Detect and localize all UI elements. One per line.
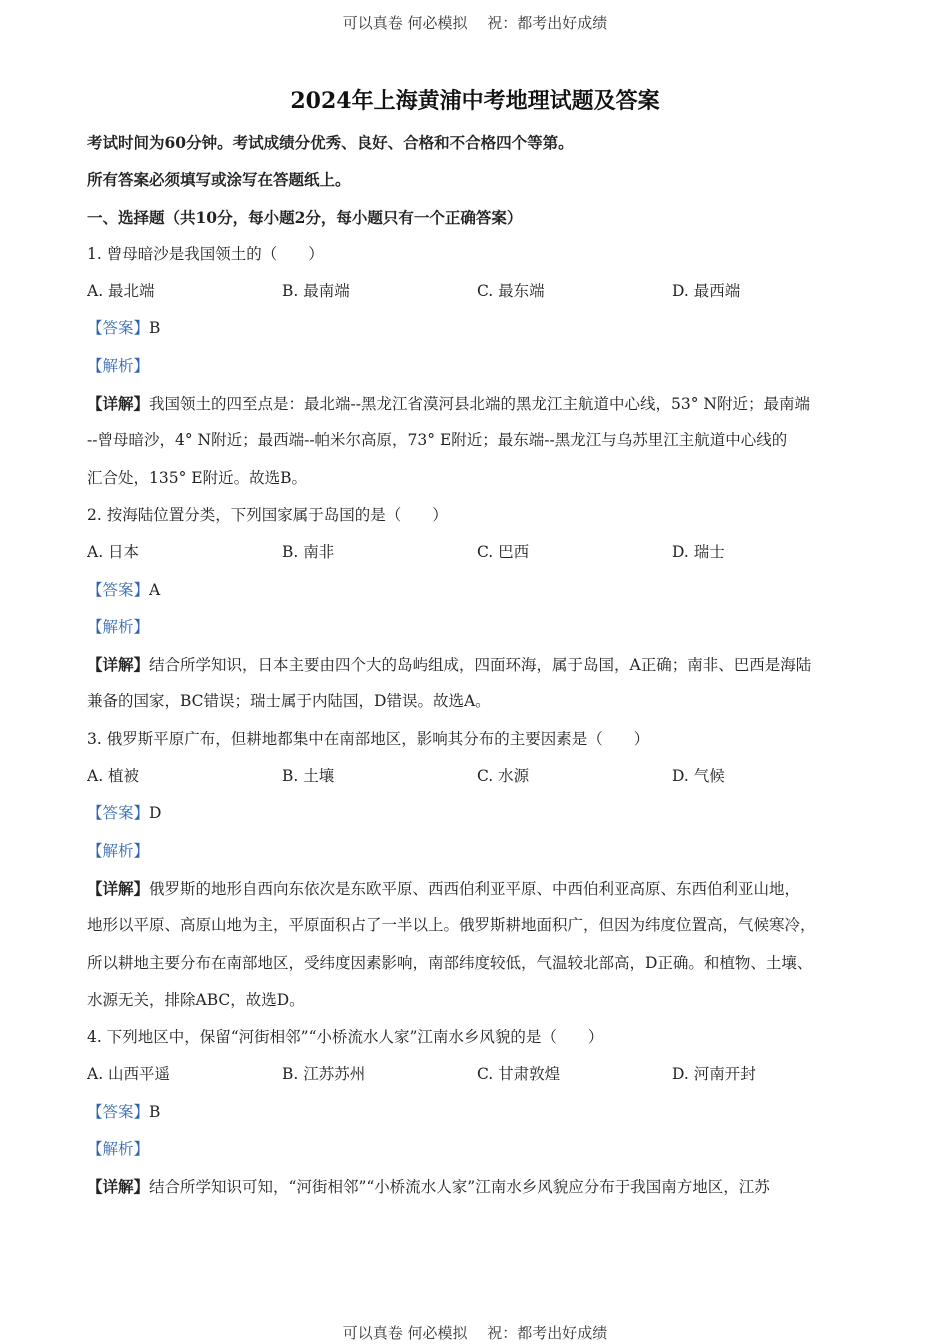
option: A. 山西平遥 [87, 1065, 171, 1084]
detail-tag: 【详解】 [87, 655, 150, 675]
option: C. 甘肃敦煌 [477, 1065, 561, 1084]
answer-line [87, 1094, 867, 1131]
document-body [87, 124, 867, 1206]
detail-line [87, 870, 867, 907]
option: D. 气候 [672, 767, 725, 786]
analysis-tag: 【解析】 [87, 841, 150, 860]
answer-tag: 【答案】 [87, 319, 150, 338]
option: D. 最西端 [672, 282, 741, 301]
detail-text: 结合所学知识可知，“河街相邻”“小桥流水人家”江南水乡风貌应分布于我国南方地区，江苏 [149, 1178, 770, 1197]
analysis-tag: 【解析】 [87, 617, 150, 636]
page-header: 可以真卷 何必模拟 祝：都考出好成绩 [342, 14, 608, 32]
detail-line [87, 646, 867, 683]
option: B. 土壤 [282, 767, 335, 786]
section-heading: 一、选择题（共10分，每小题2分，每小题只有一个正确答案） [87, 207, 523, 227]
document-title: 2024年上海黄浦中考地理试题及答案 [290, 88, 660, 114]
option: A. 最北端 [87, 282, 155, 301]
answer-value: B [149, 1102, 161, 1121]
option: B. 江苏苏州 [282, 1065, 366, 1084]
answer-tag: 【答案】 [87, 1102, 150, 1121]
detail-text: 结合所学知识，日本主要由四个大的岛屿组成，四面环海，属于岛国，A正确；南非、巴西是海陆 [149, 656, 812, 675]
option-row [87, 1056, 867, 1093]
option-row [87, 534, 867, 571]
option-row [87, 758, 867, 795]
option: D. 瑞士 [672, 543, 725, 562]
answer-value: B [149, 319, 161, 338]
detail-line: 水源无关，排除ABC，故选D。 [87, 990, 305, 1009]
detail-tag: 【详解】 [87, 394, 150, 414]
detail-line [87, 385, 867, 422]
detail-line [87, 1168, 867, 1205]
analysis-tag: 【解析】 [87, 356, 150, 375]
detail-line: --曾母暗沙，4° N附近；最西端--帕米尔高原，73° E附近；最东端--黑龙江与乌苏里江主航道中心线的 [87, 431, 788, 450]
intro-line: 考试时间为60分钟。考试成绩分优秀、良好、合格和不合格四个等第。 [87, 133, 574, 152]
question-block [87, 497, 867, 721]
detail-line: 地形以平原、高原山地为主，平原面积占了一半以上。俄罗斯耕地面积广，但因为纬度位置高，气候寒冷， [87, 916, 816, 935]
detail-text: 俄罗斯的地形自西向东依次是东欧平原、西西伯利亚平原、中西伯利亚高原、东西伯利亚山地， [149, 879, 801, 898]
option: C. 水源 [477, 767, 530, 786]
option-row [87, 273, 867, 310]
answer-value: A [149, 580, 161, 599]
question-block [87, 236, 867, 497]
answer-tag: 【答案】 [87, 580, 150, 599]
detail-tag: 【详解】 [87, 878, 150, 898]
answer-tag: 【答案】 [87, 804, 150, 823]
page-footer: 可以真卷 何必模拟 祝：都考出好成绩 [342, 1324, 608, 1342]
answer-line [87, 795, 867, 832]
detail-text: 我国领土的四至点是：最北端--黑龙江省漠河县北端的黑龙江主航道中心线，53° N附近；最南端 [149, 395, 810, 414]
option: A. 日本 [87, 543, 140, 562]
option: C. 巴西 [477, 543, 530, 562]
answer-line [87, 572, 867, 609]
analysis-tag: 【解析】 [87, 1140, 150, 1159]
option: A. 植被 [87, 767, 140, 786]
answer-line [87, 310, 867, 347]
option: B. 最南端 [282, 282, 350, 301]
detail-line: 汇合处，135° E附近。故选B。 [87, 468, 307, 487]
option: C. 最东端 [477, 282, 545, 301]
answer-value: D [149, 804, 162, 823]
option: D. 河南开封 [672, 1065, 756, 1084]
option: B. 南非 [282, 543, 335, 562]
detail-tag: 【详解】 [87, 1177, 150, 1197]
question-stem: 3. 俄罗斯平原广布，但耕地都集中在南部地区，影响其分布的主要因素是（ ） [87, 729, 650, 748]
question-stem: 2. 按海陆位置分类，下列国家属于岛国的是（ ） [87, 505, 448, 524]
question-stem: 1. 曾母暗沙是我国领土的（ ） [87, 244, 324, 263]
detail-line: 兼备的国家，BC错误；瑞士属于内陆国，D错误。故选A。 [87, 692, 491, 711]
question-block [87, 721, 867, 1019]
detail-line: 所以耕地主要分布在南部地区，受纬度因素影响，南部纬度较低，气温较北部高，D正确。和植物、土壤、 [87, 953, 813, 972]
intro-line: 所有答案必须填写或涂写在答题纸上。 [87, 170, 351, 190]
question-stem: 4. 下列地区中，保留“河街相邻”“小桥流水人家”江南水乡风貌的是（ ） [87, 1028, 604, 1047]
question-block [87, 1019, 867, 1205]
